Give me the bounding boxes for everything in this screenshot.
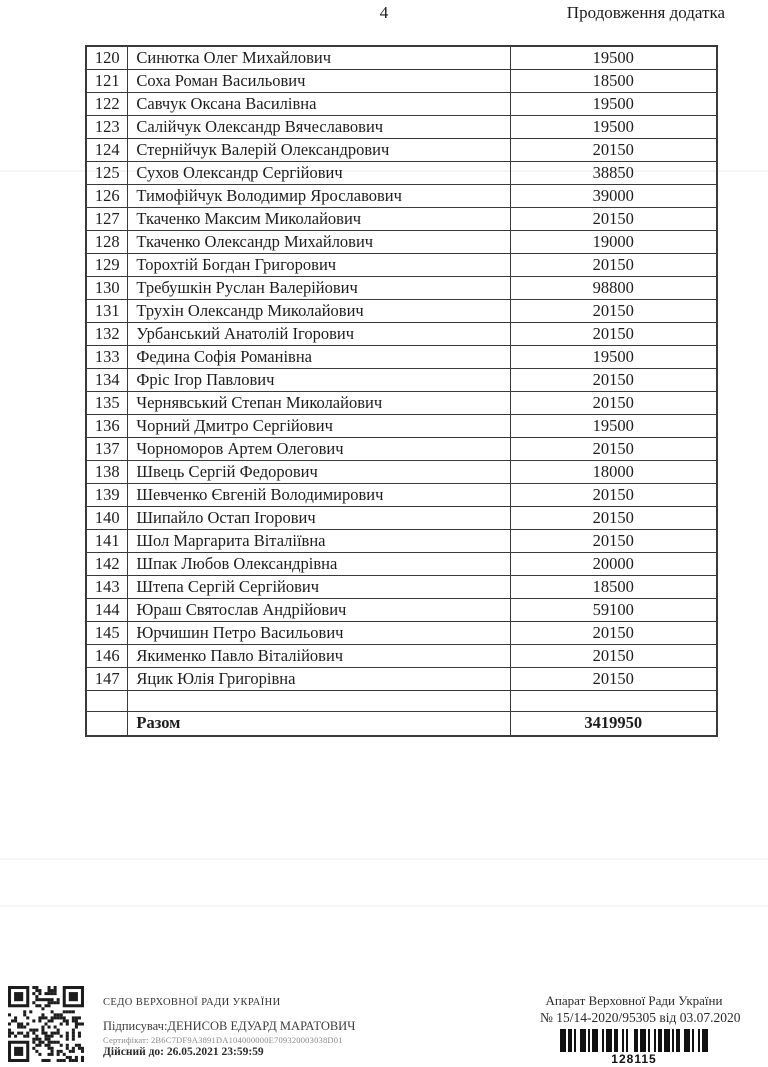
row-number: 126 xyxy=(86,184,128,207)
row-value: 20150 xyxy=(510,529,717,552)
row-number: 127 xyxy=(86,207,128,230)
row-value: 20150 xyxy=(510,368,717,391)
table-row xyxy=(86,391,717,414)
row-number: 143 xyxy=(86,575,128,598)
row-name: Федина Софія Романівна xyxy=(128,345,510,368)
row-value: 18000 xyxy=(510,460,717,483)
table-row xyxy=(86,184,717,207)
row-name: Требушкін Руслан Валерійович xyxy=(128,276,510,299)
row-number: 135 xyxy=(86,391,128,414)
valid-until-line: Дійсний до: 26.05.2021 23:59:59 xyxy=(103,1046,264,1058)
row-name: Шпак Любов Олександрівна xyxy=(128,552,510,575)
table-row xyxy=(86,207,717,230)
row-value: 20150 xyxy=(510,621,717,644)
table-row xyxy=(86,322,717,345)
row-number: 128 xyxy=(86,230,128,253)
row-number: 130 xyxy=(86,276,128,299)
row-value: 20150 xyxy=(510,644,717,667)
table-row xyxy=(86,92,717,115)
row-number: 132 xyxy=(86,322,128,345)
row-name: Савчук Оксана Василівна xyxy=(128,92,510,115)
row-value: 19500 xyxy=(510,46,717,69)
appendix-continuation-label: Продовження додатка xyxy=(566,3,725,22)
row-value: 19500 xyxy=(510,115,717,138)
row-value: 19500 xyxy=(510,345,717,368)
table-row xyxy=(86,414,717,437)
total-label: Разом xyxy=(128,711,510,736)
signature-stamp xyxy=(103,997,443,1058)
row-name: Соха Роман Васильович xyxy=(128,69,510,92)
row-name: Яцик Юлія Григорівна xyxy=(128,667,510,690)
row-number: 134 xyxy=(86,368,128,391)
row-name: Якименко Павло Віталійович xyxy=(128,644,510,667)
row-number: 144 xyxy=(86,598,128,621)
barcode-icon xyxy=(540,1029,728,1052)
org-name-label: Апарат Верховної Ради України xyxy=(545,993,723,1008)
table-row xyxy=(86,46,717,69)
row-name: Стернійчук Валерій Олександрович xyxy=(128,138,510,161)
row-value: 98800 xyxy=(510,276,717,299)
row-value: 18500 xyxy=(510,575,717,598)
row-value: 19500 xyxy=(510,414,717,437)
row-name: Тимофійчук Володимир Ярославович xyxy=(128,184,510,207)
row-name: Юраш Святослав Андрійович xyxy=(128,598,510,621)
total-row xyxy=(86,711,717,736)
row-number: 124 xyxy=(86,138,128,161)
row-name: Шипайло Остап Ігорович xyxy=(128,506,510,529)
row-name: Ткаченко Олександр Михайлович xyxy=(128,230,510,253)
row-number: 142 xyxy=(86,552,128,575)
row-number: 122 xyxy=(86,92,128,115)
certificate-line: Сертифікат: 2B6C7DF9A3891DA104000000E709320003038D01 xyxy=(103,1035,343,1045)
row-value: 59100 xyxy=(510,598,717,621)
row-number: 140 xyxy=(86,506,128,529)
row-value: 38850 xyxy=(510,161,717,184)
table-row xyxy=(86,506,717,529)
row-name: Фріс Ігор Павлович xyxy=(128,368,510,391)
row-name: Штепа Сергій Сергійович xyxy=(128,575,510,598)
table-row xyxy=(86,345,717,368)
payments-table-body xyxy=(86,46,717,690)
page-number: 4 xyxy=(379,3,389,22)
row-value: 20150 xyxy=(510,506,717,529)
row-name: Урбанський Анатолій Ігорович xyxy=(128,322,510,345)
row-number: 131 xyxy=(86,299,128,322)
table-row xyxy=(86,230,717,253)
row-number: 123 xyxy=(86,115,128,138)
table-row xyxy=(86,460,717,483)
row-number: 141 xyxy=(86,529,128,552)
row-value: 20150 xyxy=(510,299,717,322)
row-name: Юрчишин Петро Васильович xyxy=(128,621,510,644)
table-row xyxy=(86,253,717,276)
row-name: Шол Маргарита Віталіївна xyxy=(128,529,510,552)
signer-line: Підписувач:ДЕНИСОВ ЕДУАРД МАРАТОВИЧ xyxy=(103,1019,356,1033)
row-value: 20150 xyxy=(510,322,717,345)
table-row xyxy=(86,276,717,299)
row-number: 129 xyxy=(86,253,128,276)
row-number: 133 xyxy=(86,345,128,368)
row-name: Чорноморов Артем Олегович xyxy=(128,437,510,460)
empty-row xyxy=(86,690,717,711)
registration-stamp xyxy=(540,993,741,1066)
row-name: Швець Сергій Федорович xyxy=(128,460,510,483)
table-row xyxy=(86,552,717,575)
qr-code-icon xyxy=(8,986,84,1062)
row-value: 20150 xyxy=(510,437,717,460)
row-number: 120 xyxy=(86,46,128,69)
row-name: Шевченко Євгеній Володимирович xyxy=(128,483,510,506)
row-name: Сухов Олександр Сергійович xyxy=(128,161,510,184)
row-value: 18500 xyxy=(510,69,717,92)
table-row xyxy=(86,138,717,161)
row-name: Чорний Дмитро Сергійович xyxy=(128,414,510,437)
row-number: 121 xyxy=(86,69,128,92)
row-value: 20150 xyxy=(510,391,717,414)
table-row xyxy=(86,575,717,598)
table-row xyxy=(86,667,717,690)
row-number: 139 xyxy=(86,483,128,506)
table-row xyxy=(86,161,717,184)
row-value: 19000 xyxy=(510,230,717,253)
table-row xyxy=(86,437,717,460)
barcode-number: 128115 xyxy=(611,1052,657,1066)
row-number: 147 xyxy=(86,667,128,690)
row-name: Трухін Олександр Миколайович xyxy=(128,299,510,322)
row-value: 39000 xyxy=(510,184,717,207)
row-value: 20150 xyxy=(510,253,717,276)
row-value: 19500 xyxy=(510,92,717,115)
table-row xyxy=(86,529,717,552)
table-row xyxy=(86,644,717,667)
row-value: 20150 xyxy=(510,667,717,690)
table-row xyxy=(86,621,717,644)
row-number: 136 xyxy=(86,414,128,437)
row-name: Торохтій Богдан Григорович xyxy=(128,253,510,276)
row-value: 20150 xyxy=(510,207,717,230)
table-row xyxy=(86,483,717,506)
table-row xyxy=(86,115,717,138)
row-name: Салійчук Олександр Вячеславович xyxy=(128,115,510,138)
row-value: 20150 xyxy=(510,483,717,506)
total-value: 3419950 xyxy=(510,711,717,736)
row-name: Чернявський Степан Миколайович xyxy=(128,391,510,414)
row-number: 125 xyxy=(86,161,128,184)
table-row xyxy=(86,598,717,621)
scan-streak xyxy=(0,905,768,907)
row-number: 137 xyxy=(86,437,128,460)
table-row xyxy=(86,69,717,92)
table-row xyxy=(86,299,717,322)
scan-streak xyxy=(0,858,768,860)
row-name: Ткаченко Максим Миколайович xyxy=(128,207,510,230)
sedo-system-label: СЕДО ВЕРХОВНОЇ РАДИ УКРАЇНИ xyxy=(103,997,281,1008)
row-value: 20000 xyxy=(510,552,717,575)
row-number: 146 xyxy=(86,644,128,667)
row-number: 145 xyxy=(86,621,128,644)
row-value: 20150 xyxy=(510,138,717,161)
registration-number: № 15/14-2020/95305 від 03.07.2020 xyxy=(540,1010,741,1025)
table-row xyxy=(86,368,717,391)
row-name: Синютка Олег Михайлович xyxy=(128,46,510,69)
payments-table xyxy=(85,45,718,737)
row-number: 138 xyxy=(86,460,128,483)
